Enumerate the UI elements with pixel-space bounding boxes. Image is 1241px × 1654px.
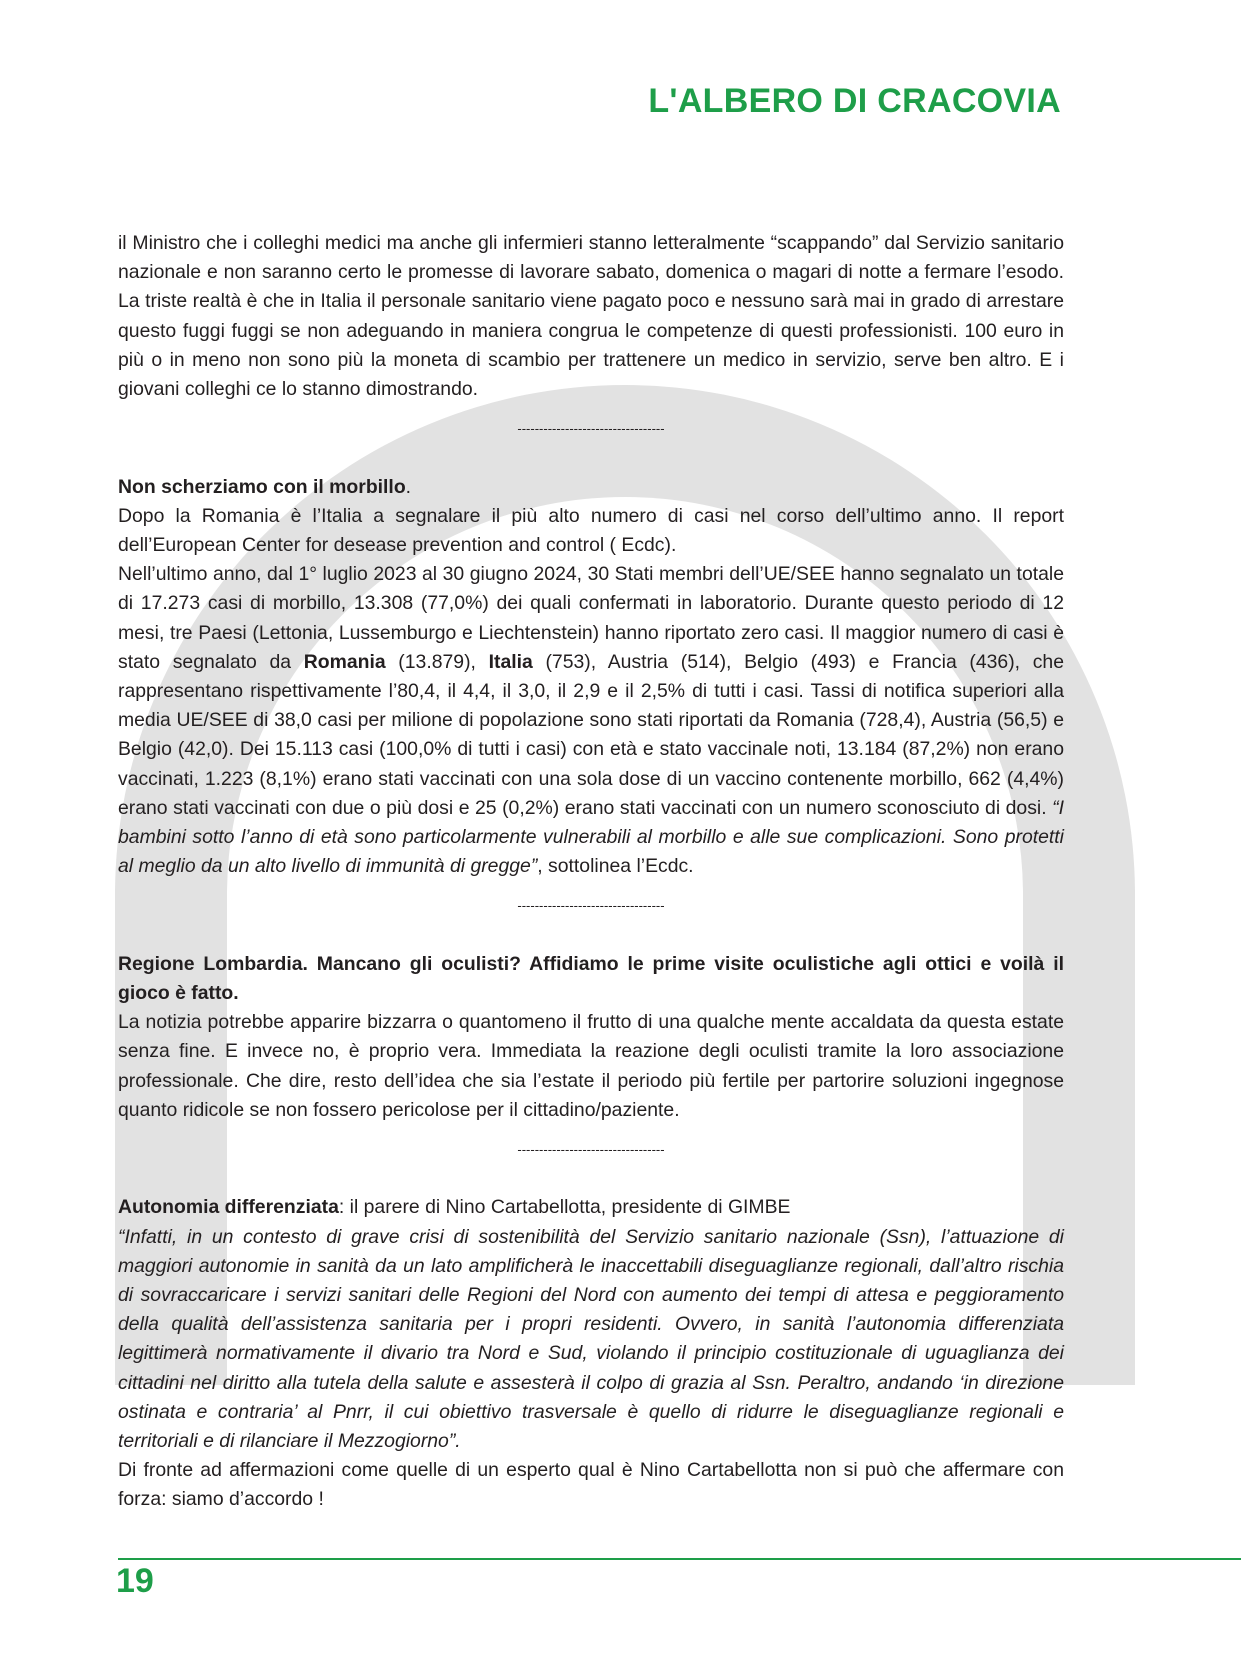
intro-paragraph: il Ministro che i colleghi medici ma anche gli infermieri stanno letteralmente “scappando” dal Servizio sanitario nazionale e non saranno certo le promesse di lavorare sabato, domenica o magari di notte a fermare l’esodo. La triste realtà è che in Italia il personale sanitario viene pagato poco e nessuno sarà mai in grado di arrestare questo fuggi fuggi se non adeguando in maniera congrua le competenze di questi professionisti. 100 euro in più o in meno non sono più la moneta di scambio per trattenere un medico in servizio, serve ben altro. E i giovani colleghi ce lo stanno dimostrando.: [118, 232, 1064, 401]
header-title: L'ALBERO DI CRACOVIA: [648, 82, 1061, 120]
cartabellotta-quote: “Infatti, in un contesto di grave crisi di sostenibilità del Servizio sanitario nazionale (Ssn), l’attuazione di maggiori autonomie in sanità da un lato amplificherà le inaccettabili diseguaglianze regionali, dall’altro rischia di sovraccaricare i servizi sanitari delle Regioni del Nord con aumento dei tempi di attesa e peggioramento della qualità dell’assistenza sanitaria per i propri residenti. Ovvero, in sanità l’autonomia differenziata legittimerà normativamente il divario tra Nord e Sud, violando il principio costituzionale di uguaglianza dei cittadini nel diritto alla tutela della salute e assesterà il colpo di grazia al Ssn. Peraltro, andando ‘in direzione ostinata e contraria’ al Pnrr, il cui obiettivo trasversale è quello di ridurre le diseguaglianze regionali e territoriali e di rilanciare il Mezzogiorno”.: [118, 1225, 1064, 1453]
italia-bold: Italia: [488, 650, 533, 673]
ecdc-quote: “I bambini sotto l’anno di età sono particolarmente vulnerabili al morbillo e alle sue complicazioni. Sono protetti al meglio da un alto livello di immunità di gregge”: [118, 796, 1064, 878]
autonomia-heading-rest: : il parere di Nino Cartabellotta, presidente di GIMBE: [338, 1196, 791, 1219]
morbillo-heading-end: .: [405, 475, 412, 498]
morbillo-heading-line: [118, 473, 1064, 502]
morbillo-paragraph-1: Dopo la Romania è l’Italia a segnalare il più alto numero di casi nel corso dell’ultimo anno. Il report dell’European Center for desease prevention and control ( Ecdc).: [118, 504, 1064, 557]
section-separator: ----------------------------------: [517, 421, 665, 437]
morbillo-text-b: (13.879),: [385, 650, 489, 673]
section-separator: ----------------------------------: [517, 898, 665, 914]
morbillo-heading: Non scherziamo con il morbillo: [118, 475, 406, 498]
morbillo-text-end: , sottolinea l’Ecdc.: [537, 855, 694, 878]
footer-rule: [118, 1558, 1241, 1560]
section-separator: ----------------------------------: [517, 1142, 665, 1158]
autonomia-heading-line: [118, 1193, 1064, 1222]
autonomia-heading: Autonomia differenziata: [118, 1196, 339, 1219]
lombardia-heading: Regione Lombardia. Mancano gli oculisti? Affidiamo le prime visite oculistiche agli ottici e voilà il gioco è fatto.: [118, 952, 1064, 1005]
morbillo-text-a: Nell’ultimo anno, dal 1° luglio 2023 al 30 giugno 2024, 30 Stati membri dell’UE/SEE hanno segnalato un totale di 17.273 casi di morbillo, 13.308 (77,0%) dei quali confermati in laboratorio. Durante questo periodo di 12 mesi, tre Paesi (Lettonia, Lussemburgo e Liechtenstein) hanno riportato zero casi. Il maggior numero di casi è stato segnalato da: [118, 563, 1064, 673]
morbillo-text-c: (753), Austria (514), Belgio (493) e Francia (436), che rappresentano rispettivamente l’80,4, il 4,4, il 3,0, il 2,9 e il 2,5% di tutti i casi. Tassi di notifica superiori alla media UE/SEE di 38,0 casi per milione di popolazione sono stati riportati da Romania (728,4), Austria (56,5) e Belgio (42,0). Dei 15.113 casi (100,0% di tutti i casi) con età e stato vaccinale noti, 13.184 (87,2%) non erano vaccinati, 1.223 (8,1%) erano stati vaccinati con una sola dose di un vaccino contenente morbillo, 662 (4,4%) erano stati vaccinati con due o più dosi e 25 (0,2%) erano stati vaccinati con un numero sconosciuto di dosi.: [118, 650, 1064, 819]
page-number: 19: [116, 1562, 154, 1600]
autonomia-quote: [118, 1223, 1064, 1457]
morbillo-paragraph-2: [118, 560, 1064, 881]
lombardia-paragraph: La notizia potrebbe apparire bizzarra o quantomeno il frutto di una qualche mente accaldata da questa estate senza fine. E invece no, è proprio vera. Immediata la reazione degli oculisti tramite la loro associazione professionale. Che dire, resto dell’idea che sia l’estate il periodo più fertile per partorire soluzioni ingegnose quanto ridicole se non fossero pericolose per il cittadino/paziente.: [118, 1011, 1064, 1121]
romania-bold: Romania: [303, 650, 386, 673]
autonomia-closing: Di fronte ad affermazioni come quelle di un esperto qual è Nino Cartabellotta non si può che affermare con forza: siamo d’accordo !: [118, 1459, 1064, 1511]
article-body: [118, 229, 1064, 1515]
